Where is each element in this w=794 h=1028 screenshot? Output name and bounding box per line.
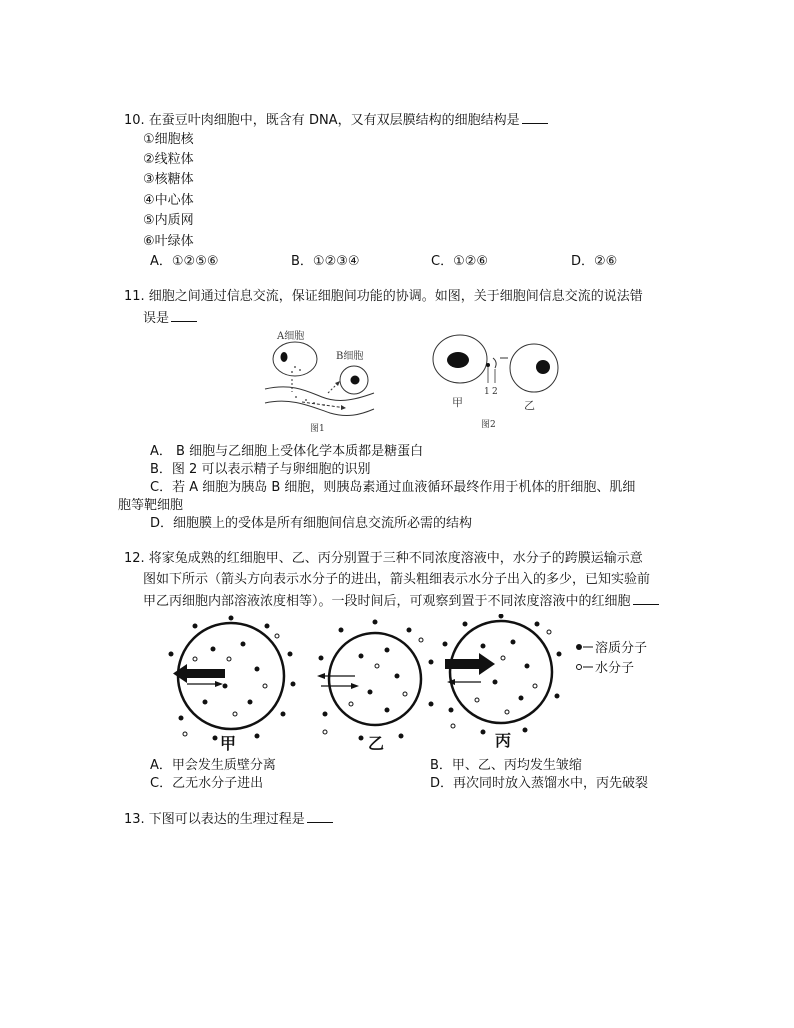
q11-stem-line1: 11. 细胞之间通过信息交流，保证细胞间功能的协调。如图，关于细胞间信息交流的说法错 xyxy=(124,289,643,304)
legend-solute: 溶质分子 xyxy=(595,641,648,656)
q12-choice-d: D．再次同时放入蒸馏水中，丙先破裂 xyxy=(430,776,649,791)
q10-choice-a: A．①②⑤⑥ xyxy=(150,254,219,269)
q11-choice-a: A． B 细胞与乙细胞上受体化学本质都是糖蛋白 xyxy=(150,444,424,459)
q11-figure xyxy=(262,327,562,435)
fig2-cell-contact xyxy=(433,335,558,430)
answer-blank xyxy=(307,810,333,823)
q12-choice-c: C．乙无水分子进出 xyxy=(150,776,264,791)
q12-stem-line3: 甲乙丙细胞内部溶液浓度相等）。一段时间后，可观察到置于不同浓度溶液中的红细胞 xyxy=(143,592,659,610)
q12-stem-line2: 图如下所示（箭头方向表示水分子的进出，箭头粗细表示水分子出入的多少，已知实验前 xyxy=(143,572,651,587)
answer-blank xyxy=(522,111,548,124)
q10-item: ③核糖体 xyxy=(143,172,194,187)
q10-stem: 10. 在蚕豆叶肉细胞中，既含有 DNA，又有双层膜结构的细胞结构是 xyxy=(124,111,548,129)
q10-item: ①细胞核 xyxy=(143,132,194,147)
q11-stem-line2: 误是 xyxy=(143,309,197,327)
q11-choice-b: B．图 2 可以表示精子与卵细胞的识别 xyxy=(150,462,371,477)
q10-choice-b: B．①②③④ xyxy=(291,254,360,269)
fig2-caption: 图2 xyxy=(481,420,496,430)
cell-yi xyxy=(317,620,434,754)
answer-blank xyxy=(633,592,659,605)
q11-choice-c-line1: C．若 A 细胞为胰岛 B 细胞，则胰岛素通过血液循环最终作用于机体的肝细胞、肌细 xyxy=(150,480,636,495)
q10-choice-d: D．②⑥ xyxy=(571,254,618,269)
fig2-label-2: 2 xyxy=(492,387,498,397)
q12-legend xyxy=(576,640,647,676)
fig1-caption: 图1 xyxy=(310,424,325,434)
cell-jia xyxy=(169,616,296,754)
q10-item: ②线粒体 xyxy=(143,152,194,167)
fig2-label-yi: 乙 xyxy=(524,399,535,412)
legend-water: 水分子 xyxy=(595,661,635,676)
cell-bing-label: 丙 xyxy=(495,731,512,750)
answer-blank xyxy=(171,309,197,322)
cell-jia-label: 甲 xyxy=(220,734,237,753)
q11-choice-c-line2: 胞等靶细胞 xyxy=(118,498,184,513)
fig1-cell-b-label: B细胞 xyxy=(336,351,364,362)
q10-choice-c: C．①②⑥ xyxy=(431,254,489,269)
q12-stem-line1: 12. 将家兔成熟的红细胞甲、乙、丙分别置于三种不同浓度溶液中，水分子的跨膜运输示意 xyxy=(124,551,643,566)
q13-stem: 13. 下图可以表达的生理过程是 xyxy=(124,810,333,828)
q12-choice-b: B．甲、乙、丙均发生皱缩 xyxy=(430,758,582,773)
fig1-cell-signaling xyxy=(265,330,374,434)
cell-bing xyxy=(443,614,562,750)
fig1-cell-a-label: A细胞 xyxy=(277,331,305,342)
q12-choice-a: A．甲会发生质壁分离 xyxy=(150,758,276,773)
fig2-label-jia: 甲 xyxy=(452,396,463,409)
fig2-label-1: 1 xyxy=(484,387,490,397)
q10-item: ⑤内质网 xyxy=(143,213,194,228)
q10-item: ⑥叶绿体 xyxy=(143,234,194,249)
q12-figure xyxy=(165,614,677,754)
cell-yi-label: 乙 xyxy=(368,734,385,753)
q10-item: ④中心体 xyxy=(143,193,194,208)
q11-choice-d: D．细胞膜上的受体是所有细胞间信息交流所必需的结构 xyxy=(150,516,473,531)
